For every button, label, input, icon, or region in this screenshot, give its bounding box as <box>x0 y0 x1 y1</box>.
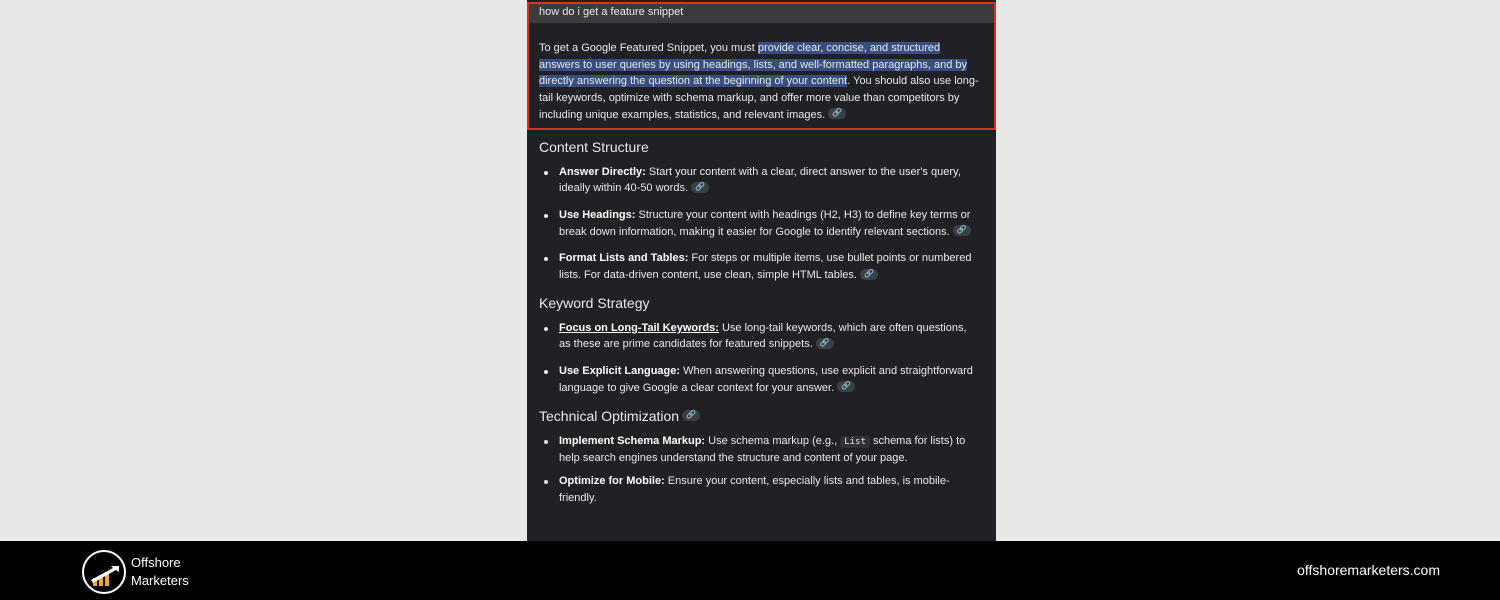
item-text: When answering questions, use explicit and straightforward language to give Google a clear context for your answer. <box>559 365 973 394</box>
footer-bar <box>0 541 1500 600</box>
source-link-button[interactable] <box>828 108 846 119</box>
source-link-button[interactable] <box>837 381 855 392</box>
section-heading-content-structure: Content Structure <box>539 138 649 155</box>
section-heading-technical-optimization <box>539 407 979 425</box>
content-structure-list <box>539 164 979 284</box>
link-icon: 🔗 <box>695 181 705 191</box>
brand-logo-icon <box>82 550 126 594</box>
item-text: For steps or multiple items, use bullet points or numbered lists. For data-driven content, use clean, simple HTML tables. <box>559 252 972 282</box>
list-item <box>539 250 979 283</box>
technical-optimization-list <box>539 433 979 507</box>
answer-content <box>539 40 979 516</box>
answer-text-after: . You should also use long-tail keywords, optimize with schema markup, and offer more value than competitors by including unique examples, statistics, and relevant images. <box>539 75 979 121</box>
item-title: Use Explicit Language: <box>559 365 681 378</box>
keyword-strategy-list <box>539 320 979 397</box>
brand-line-2: Marketers <box>131 573 189 588</box>
ai-overview-panel <box>527 0 996 541</box>
item-text: Start your content with a clear, direct answer to the user's query, ideally within 40-50 words. <box>559 165 961 195</box>
list-item <box>539 164 979 197</box>
link-icon: 🔗 <box>819 338 830 348</box>
item-title: Use Headings: <box>559 208 636 221</box>
item-title: Focus on Long-Tail Keywords: <box>559 321 719 334</box>
brand-name <box>131 554 189 590</box>
brand-line-1: Offshore <box>131 555 181 570</box>
source-link-button[interactable] <box>953 225 971 236</box>
list-item <box>539 363 979 396</box>
answer-text-before: To get a Google Featured Snippet, you must <box>539 42 758 54</box>
link-icon: 🔗 <box>863 268 874 278</box>
source-link-button[interactable] <box>860 269 878 280</box>
item-text: Use long-tail keywords, which are often questions, as these are prime candidates for featured snippets. <box>559 321 967 351</box>
answer-summary <box>539 40 979 124</box>
list-item <box>539 433 979 467</box>
section-heading-text: Technical Optimization <box>539 407 680 424</box>
item-text: schema for lists) to help search engines understand the structure and content of your page. <box>559 434 966 465</box>
item-text: Structure your content with headings (H2, H3) to define key terms or break down information, making it easier for Google to identify relevant sections. <box>559 208 971 238</box>
item-title: Answer Directly: <box>559 165 646 178</box>
source-link-button[interactable] <box>816 338 834 349</box>
link-icon: 🔗 <box>832 108 843 118</box>
item-title: Optimize for Mobile: <box>559 474 665 487</box>
source-link-button[interactable] <box>682 410 700 421</box>
link-icon: 🔗 <box>686 410 697 420</box>
list-item <box>539 207 979 240</box>
section-heading-keyword-strategy: Keyword Strategy <box>539 294 650 311</box>
link-icon: 🔗 <box>841 381 852 391</box>
list-item <box>539 473 979 506</box>
list-item <box>539 320 979 353</box>
item-title: Format Lists and Tables: <box>559 252 689 265</box>
source-link-button[interactable] <box>691 182 709 193</box>
item-text: Use schema markup (e.g., <box>705 434 841 447</box>
website-url[interactable]: offshoremarketers.com <box>1297 562 1440 578</box>
item-text: Ensure your content, especially lists and tables, is mobile-friendly. <box>559 474 950 504</box>
growth-chart-icon <box>91 566 119 586</box>
inline-code: List <box>840 436 870 448</box>
answer-text-highlight: provide clear, concise, and structured answers to user queries by using headings, lists, and well-formatted paragraphs, and by directly answering the question at the beginning of your content <box>539 42 968 88</box>
link-icon: 🔗 <box>956 225 967 235</box>
item-title: Implement Schema Markup: <box>559 434 706 447</box>
search-query[interactable]: how do i get a feature snippet <box>529 4 994 23</box>
